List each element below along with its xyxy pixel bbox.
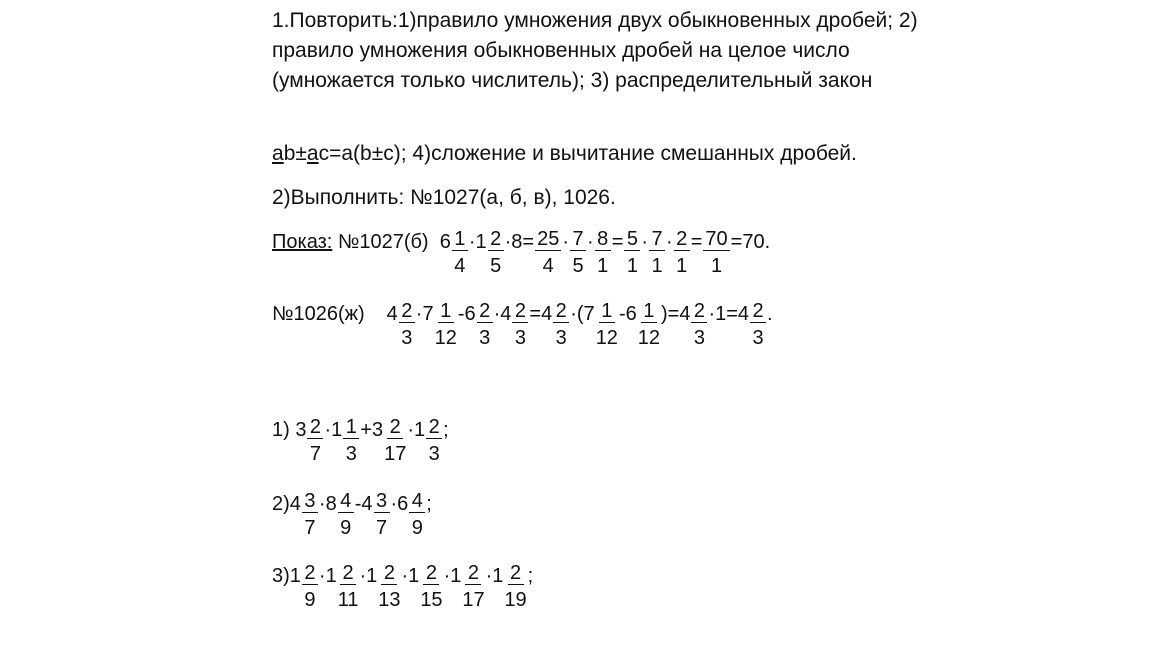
numerator: 7: [570, 228, 586, 251]
denominator: 7: [304, 517, 316, 539]
law-b1: b±: [283, 142, 307, 165]
fraction: [426, 416, 442, 467]
denominator: 3: [555, 327, 567, 349]
expr-text: )=4: [660, 303, 691, 325]
expr-text: =: [611, 231, 624, 253]
fraction: [638, 300, 660, 351]
expr-text: =4: [529, 303, 553, 325]
denominator: 3: [428, 443, 440, 465]
denominator: 7: [375, 517, 388, 539]
distributive-law-paragraph: [272, 140, 857, 168]
denominator: 9: [411, 517, 423, 539]
expr-text: ;: [527, 565, 534, 587]
denominator: 15: [420, 589, 443, 611]
numerator: 2: [465, 562, 481, 585]
fraction: [452, 228, 468, 279]
fraction: [570, 228, 586, 279]
denominator: 1: [626, 255, 638, 277]
expr-text: ·: [562, 231, 570, 253]
fraction: [338, 562, 359, 613]
expr-text: =: [690, 231, 703, 253]
expr-text: ·7: [415, 303, 434, 325]
numerator: 2: [381, 562, 397, 585]
expr-text: -6: [457, 303, 476, 325]
expr-text: 1) 3: [272, 419, 307, 441]
numerator: 1: [641, 300, 657, 323]
numerator: 2: [553, 300, 569, 323]
fraction: [535, 228, 561, 279]
expr-text: ·1: [359, 565, 378, 587]
numerator: 2: [387, 416, 403, 439]
fraction: [399, 300, 415, 351]
expr-text: +3: [360, 419, 384, 441]
numerator: 1: [343, 416, 359, 439]
numerator: 3: [302, 490, 318, 513]
numerator: 2: [426, 416, 442, 439]
numerator: 5: [624, 228, 640, 251]
denominator: 1: [597, 255, 609, 277]
denominator: 3: [514, 327, 526, 349]
fraction: [691, 300, 707, 351]
fraction: [307, 416, 323, 467]
denominator: 5: [572, 255, 584, 277]
expr-text: ·1=4: [708, 303, 750, 325]
fraction: [504, 562, 526, 613]
numerator: 2: [423, 562, 439, 585]
denominator: 9: [340, 517, 352, 539]
expr-text: ·4: [493, 303, 512, 325]
fraction: [703, 228, 729, 279]
fraction: [374, 490, 390, 541]
denominator: 12: [434, 327, 457, 349]
fraction: [674, 228, 690, 279]
denominator: 17: [384, 443, 407, 465]
expr-text: ;: [426, 493, 432, 515]
show-label: Показ:: [272, 231, 333, 253]
denominator: 1: [710, 255, 723, 277]
denominator: 13: [378, 589, 401, 611]
fraction: [420, 562, 442, 613]
numerator: 7: [649, 228, 665, 251]
numerator: 2: [674, 228, 690, 251]
expr-text: ·8=: [504, 231, 535, 253]
expr-text: ·1: [485, 565, 504, 587]
expr-text: -4: [354, 493, 373, 515]
denominator: 4: [454, 255, 466, 277]
denominator: 3: [401, 327, 413, 349]
expr-text: ·8: [318, 493, 337, 515]
exercise-2: [272, 490, 432, 541]
numerator: 25: [537, 228, 560, 250]
denominator: 1: [676, 255, 688, 277]
numerator: 2: [508, 562, 524, 585]
numerator: 2: [512, 300, 528, 323]
expr-text: ·1: [407, 419, 426, 441]
expr-text: ·: [641, 231, 649, 253]
denominator: 3: [345, 443, 357, 465]
denominator: 7: [309, 443, 322, 465]
expr-text: ·: [666, 231, 673, 253]
fraction: [435, 300, 457, 351]
fraction: [553, 300, 569, 351]
numerator: 2: [307, 416, 323, 439]
denominator: 19: [504, 589, 527, 611]
expr-text: ;: [443, 419, 449, 441]
exercise-3: [272, 562, 533, 613]
fraction: [624, 228, 640, 279]
fraction: [750, 300, 766, 351]
expr-text: =70.: [730, 231, 771, 253]
expr-text: ·1: [468, 231, 487, 253]
fraction: [302, 562, 318, 613]
expr-text: ·1: [401, 565, 420, 587]
example-1027b: [272, 228, 770, 279]
expr-text: .: [767, 303, 773, 325]
denominator: 1: [651, 255, 663, 277]
expr-text: 4: [386, 303, 398, 325]
example-number: №1026(ж): [272, 303, 365, 325]
numerator: 2: [488, 228, 504, 251]
fraction: [488, 228, 504, 279]
numerator: 1: [438, 300, 454, 323]
fraction: [649, 228, 665, 279]
expr-text: ·6: [390, 493, 409, 515]
denominator: 17: [462, 589, 485, 611]
denominator: 3: [693, 327, 706, 349]
example-1026zh: [272, 300, 773, 351]
fraction: [302, 490, 318, 541]
fraction: [384, 416, 406, 467]
task-paragraph: 2)Выполнить: №1027(а, б, в), 1026.: [272, 186, 616, 209]
expr-text: ·: [587, 231, 594, 253]
denominator: 9: [304, 589, 316, 611]
fraction: [343, 416, 359, 467]
numerator: 2: [477, 300, 493, 323]
fraction: [595, 228, 611, 279]
numerator: 3: [374, 490, 390, 513]
fraction: [409, 490, 425, 541]
numerator: 1: [452, 228, 468, 251]
denominator: 12: [595, 327, 618, 349]
numerator: 2: [340, 562, 356, 585]
numerator: 2: [399, 300, 415, 323]
denominator: 5: [490, 255, 502, 277]
denominator: 3: [752, 327, 764, 349]
numerator: 2: [750, 300, 766, 323]
denominator: 3: [479, 327, 491, 349]
example-number: №1027(б) 6: [332, 231, 451, 253]
expr-text: -6: [618, 303, 637, 325]
exercise-1: [272, 416, 449, 467]
law-a1: a: [272, 142, 284, 165]
denominator: 12: [637, 327, 660, 349]
fraction: [338, 490, 354, 541]
denominator: 4: [542, 255, 554, 277]
numerator: 4: [338, 490, 354, 513]
expr-text: ·(7: [570, 303, 595, 325]
expr-text: ·1: [318, 565, 337, 587]
fraction: [462, 562, 484, 613]
expr-text: 2)4: [272, 493, 301, 515]
fraction: [378, 562, 400, 613]
denominator: 11: [337, 589, 359, 611]
numerator: 2: [302, 562, 318, 585]
numerator: 1: [599, 300, 615, 323]
review-paragraph: 1.Повторить:1)правило умножения двух обыкновенных дробей; 2) правило умножения обыкновенных дробей на целое число (умножается только числитель); 3) распределительный закон: [272, 9, 918, 92]
numerator: 2: [691, 300, 707, 323]
expr-text: ·1: [443, 565, 462, 587]
numerator: 4: [409, 490, 425, 513]
numerator: 70: [705, 228, 728, 250]
fraction: [477, 300, 493, 351]
expr-text: ·1: [324, 419, 343, 441]
fraction: [512, 300, 528, 351]
expr-text: 3)1: [272, 565, 301, 587]
numerator: 8: [595, 228, 611, 251]
fraction: [596, 300, 618, 351]
law-rest: c=a(b±c); 4)сложение и вычитание смешанных дробей.: [318, 142, 857, 165]
law-a2: a: [306, 142, 319, 165]
